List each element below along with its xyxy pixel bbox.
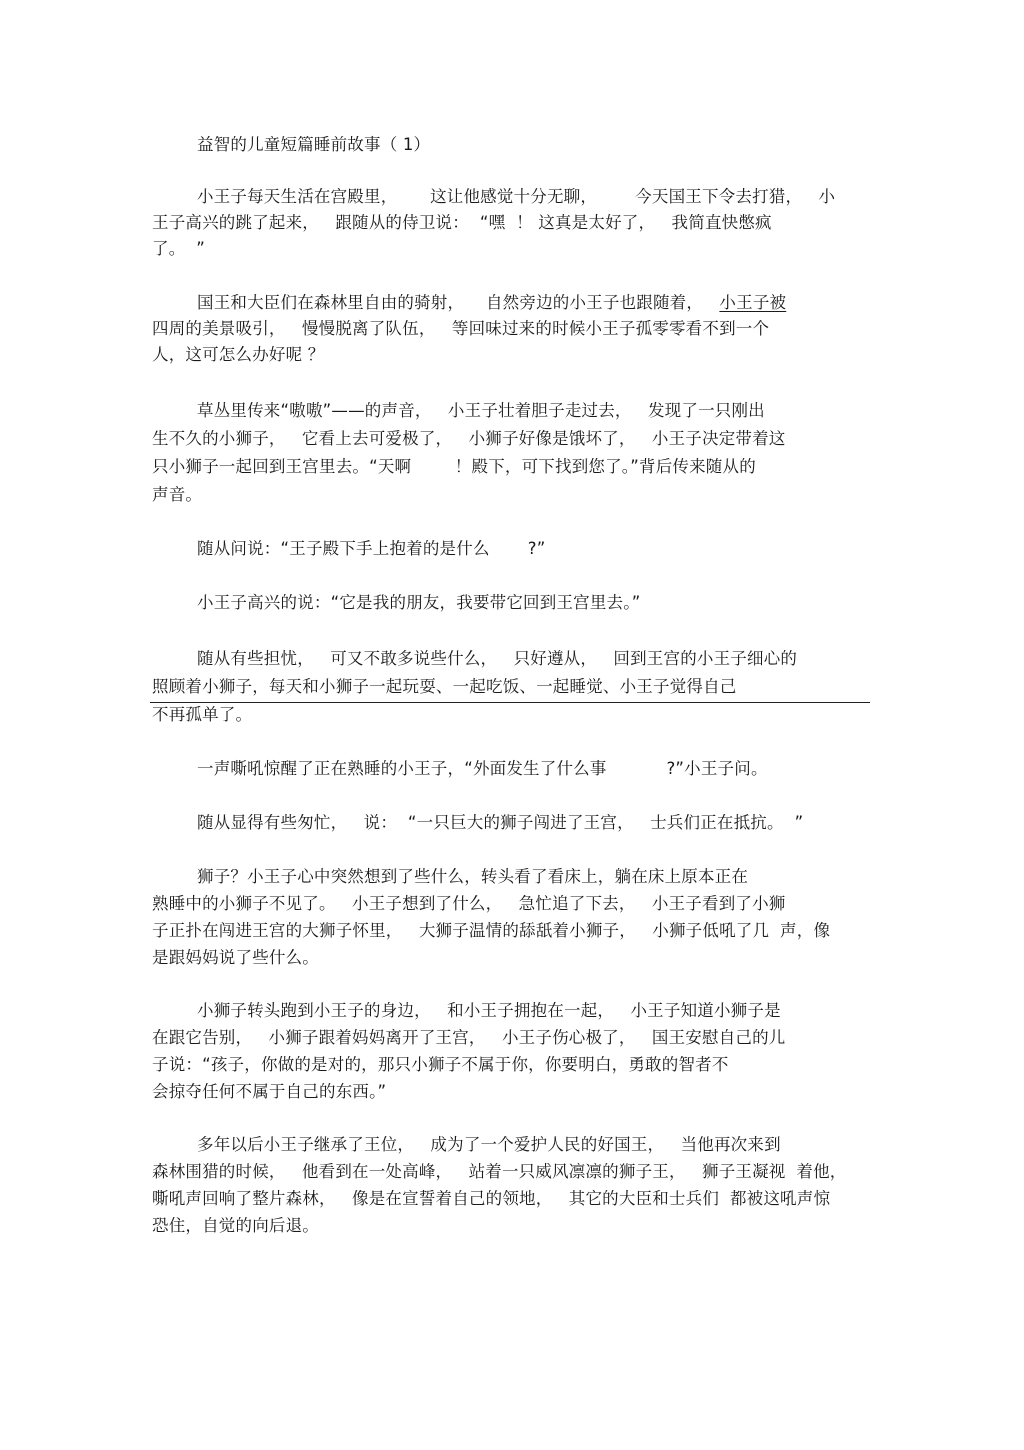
paragraph-3-line-3: 只小狮子一起回到王宫里去。“天啊 ！殿下，可下找到您了。”背后传来随从的 [152, 457, 756, 476]
paragraph-11-line-2: 森林围猎的时候， 他看到在一处高峰， 站着一只威风凛凛的狮子王， 狮子王凝视 着他， [152, 1162, 847, 1181]
paragraph-11-line-4: 恐住，自觉的向后退。 [152, 1216, 319, 1235]
paragraph-11-line-1: 多年以后小王子继承了王位， 成为了一个爱护人民的好国王， 当他再次来到 [197, 1135, 781, 1154]
paragraph-10-line-4: 会掠夺任何不属于自己的东西。” [152, 1082, 387, 1101]
paragraph-2-line-3: 人，这可怎么办好呢 ？ [152, 345, 325, 364]
paragraph-1-line-2: 王子高兴的跳了起来， 跟随从的侍卫说： “嘿 ！ 这真是太好了， 我简直快憋疯 [152, 213, 772, 232]
paragraph-3-line-2: 生不久的小狮子， 它看上去可爱极了， 小狮子好像是饿坏了， 小王子决定带着这 [152, 429, 786, 448]
paragraph-3-line-1: 草丛里传来“嗷嗷”——的声音， 小王子壮着胆子走过去， 发现了一只刚出 [197, 401, 765, 420]
paragraph-2-line-1-text: 国王和大臣们在森林里自由的骑射， 自然旁边的小王子也跟随着， [197, 293, 720, 312]
document-title: 益智的儿童短篇睡前故事（ 1） [197, 135, 431, 154]
paragraph-2-underlined-text: 小王子被 [719, 293, 787, 312]
paragraph-1-line-1: 小王子每天生活在宫殿里， 这让他感觉十分无聊， 今天国王下令去打猎， 小 [197, 187, 836, 206]
paragraph-9-line-1: 狮子？小王子心中突然想到了些什么，转头看了看床上，躺在床上原本正在 [197, 867, 749, 886]
paragraph-4: 随从问说：“王子殿下手上抱着的是什么 ?” [197, 539, 546, 558]
paragraph-2-line-1 [197, 292, 786, 314]
paragraph-8: 随从显得有些匆忙， 说： “一只巨大的狮子闯进了王宫， 士兵们正在抵抗。 ” [197, 813, 804, 832]
horizontal-rule [150, 702, 870, 703]
paragraph-9-line-3: 子正扑在闯进王宫的大狮子怀里， 大狮子温情的舔舐着小狮子， 小狮子低吼了几 声，像 [152, 921, 831, 940]
paragraph-9-line-4: 是跟妈妈说了些什么。 [152, 948, 319, 967]
paragraph-6-line-2: 照顾着小狮子，每天和小狮子一起玩耍、一起吃饭、一起睡觉、小王子觉得自己 [152, 677, 737, 696]
paragraph-6-line-3: 不再孤单了。 [152, 705, 253, 724]
paragraph-3-line-4: 声音。 [152, 485, 203, 504]
paragraph-10-line-1: 小狮子转头跑到小王子的身边， 和小王子拥抱在一起， 小王子知道小狮子是 [197, 1001, 781, 1020]
paragraph-10-line-2: 在跟它告别， 小狮子跟着妈妈离开了王宫， 小王子伤心极了， 国王安慰自己的儿 [152, 1028, 786, 1047]
paragraph-9-line-2: 熟睡中的小狮子不见了。 小王子想到了什么， 急忙追了下去， 小王子看到了小狮 [152, 894, 786, 913]
paragraph-7: 一声嘶吼惊醒了正在熟睡的小王子，“外面发生了什么事 ?”小王子问。 [197, 759, 768, 778]
paragraph-10-line-3: 子说：“孩子，你做的是对的，那只小狮子不属于你，你要明白，勇敢的智者不 [152, 1055, 729, 1074]
paragraph-6-line-1: 随从有些担忧， 可又不敢多说些什么， 只好遵从， 回到王宫的小王子细心的 [197, 649, 798, 668]
paragraph-1-line-3: 了。 ” [152, 239, 206, 258]
paragraph-11-line-3: 嘶吼声回响了整片森林， 像是在宣誓着自己的领地， 其它的大臣和士兵们 都被这吼声惊 [152, 1189, 831, 1208]
paragraph-2-line-2: 四周的美景吸引， 慢慢脱离了队伍， 等回味过来的时候小王子孤零零看不到一个 [152, 319, 770, 338]
paragraph-5: 小王子高兴的说：“它是我的朋友，我要带它回到王宫里去。” [197, 593, 641, 612]
